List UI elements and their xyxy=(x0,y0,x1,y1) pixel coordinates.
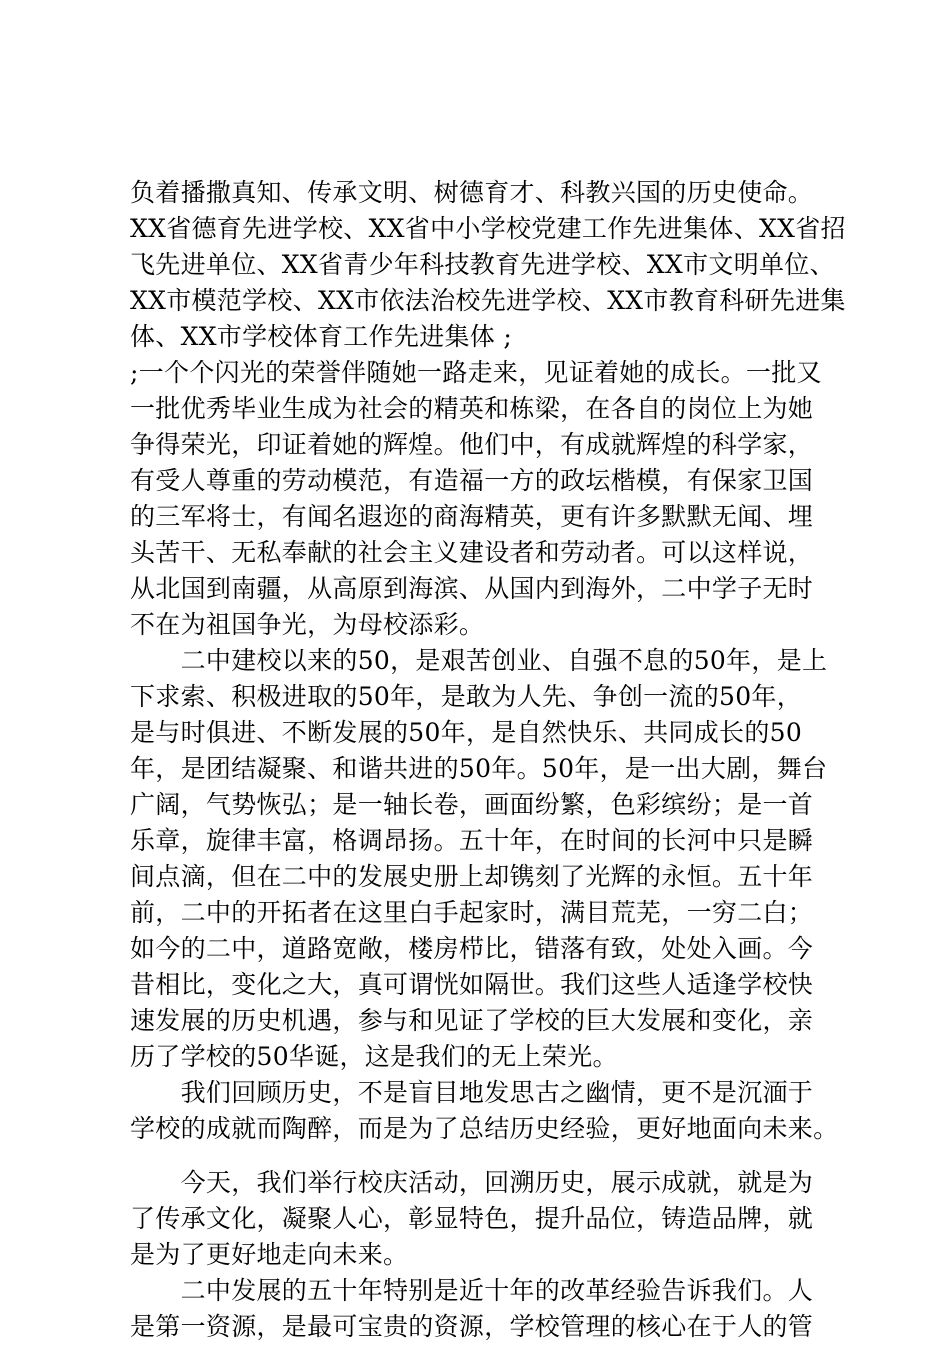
text-line: 二中发展的五十年特别是近十年的改革经验告诉我们。人 xyxy=(130,1276,814,1305)
text-line: 间点滴，但在二中的发展史册上却镌刻了光辉的永恒。五十年 xyxy=(130,862,814,891)
text-line: 今天，我们举行校庆活动，回溯历史，展示成就，就是为 xyxy=(130,1168,814,1197)
text-line: 下求索、积极进取的50年，是敢为人先、争创一流的50年， xyxy=(130,682,803,711)
text-line: 我们回顾历史，不是盲目地发思古之幽情，更不是沉湎于 xyxy=(130,1078,814,1107)
text-line: 昔相比，变化之大，真可谓恍如隔世。我们这些人适逢学校快 xyxy=(130,970,814,999)
text-line: 有受人尊重的劳动模范，有造福一方的政坛楷模，有保家卫国 xyxy=(130,466,814,495)
text-line: ;一个个闪光的荣誉伴随她一路走来，见证着她的成长。一批又 xyxy=(130,358,822,387)
text-line: 头苦干、无私奉献的社会主义建设者和劳动者。可以这样说， xyxy=(130,538,814,567)
text-line: 负着播撒真知、传承文明、树德育才、科教兴国的历史使命。 xyxy=(130,178,814,207)
text-line: 如今的二中，道路宽敞，楼房栉比，错落有致，处处入画。今 xyxy=(130,934,814,963)
text-line: 是第一资源，是最可宝贵的资源，学校管理的核心在于人的管 xyxy=(130,1312,814,1341)
text-line: 一批优秀毕业生成为社会的精英和栋梁，在各自的岗位上为她 xyxy=(130,394,814,423)
text-line: XX省德育先进学校、XX省中小学校党建工作先进集体、XX省招 xyxy=(130,214,846,243)
text-line: 体、XX市学校体育工作先进集体 ; xyxy=(130,322,513,351)
text-line: 的三军将士，有闻名遐迩的商海精英，更有许多默默无闻、埋 xyxy=(130,502,814,531)
text-line: 了传承文化，凝聚人心，彰显特色，提升品位，铸造品牌，就 xyxy=(130,1204,814,1233)
text-line: 是与时俱进、不断发展的50年，是自然快乐、共同成长的50 xyxy=(130,718,803,747)
text-line: 历了学校的50华诞，这是我们的无上荣光。 xyxy=(130,1042,618,1071)
text-line: 广阔，气势恢弘；是一轴长卷，画面纷繁，色彩缤纷；是一首 xyxy=(130,790,814,819)
text-line: 争得荣光，印证着她的辉煌。他们中，有成就辉煌的科学家， xyxy=(130,430,814,459)
text-line: 是为了更好地走向未来。 xyxy=(130,1240,409,1269)
text-line: 从北国到南疆，从高原到海滨、从国内到海外，二中学子无时 xyxy=(130,574,814,603)
text-line: 飞先进单位、XX省青少年科技教育先进学校、XX市文明单位、 xyxy=(130,250,835,279)
text-line: 不在为祖国争光，为母校添彩。 xyxy=(130,610,485,639)
text-line: 前，二中的开拓者在这里白手起家时，满目荒芜，一穷二白； xyxy=(130,898,814,927)
text-line: 乐章，旋律丰富，格调昂扬。五十年，在时间的长河中只是瞬 xyxy=(130,826,814,855)
text-line: 速发展的历史机遇，参与和见证了学校的巨大发展和变化，亲 xyxy=(130,1006,814,1035)
text-line: 学校的成就而陶醉，而是为了总结历史经验，更好地面向未来。 xyxy=(130,1114,839,1143)
text-line: XX市模范学校、XX市依法治校先进学校、XX市教育科研先进集 xyxy=(130,286,846,315)
text-line: 二中建校以来的50，是艰苦创业、自强不息的50年，是上 xyxy=(130,646,828,675)
text-line: 年，是团结凝聚、和谐共进的50年。50年，是一出大剧，舞台 xyxy=(130,754,828,783)
